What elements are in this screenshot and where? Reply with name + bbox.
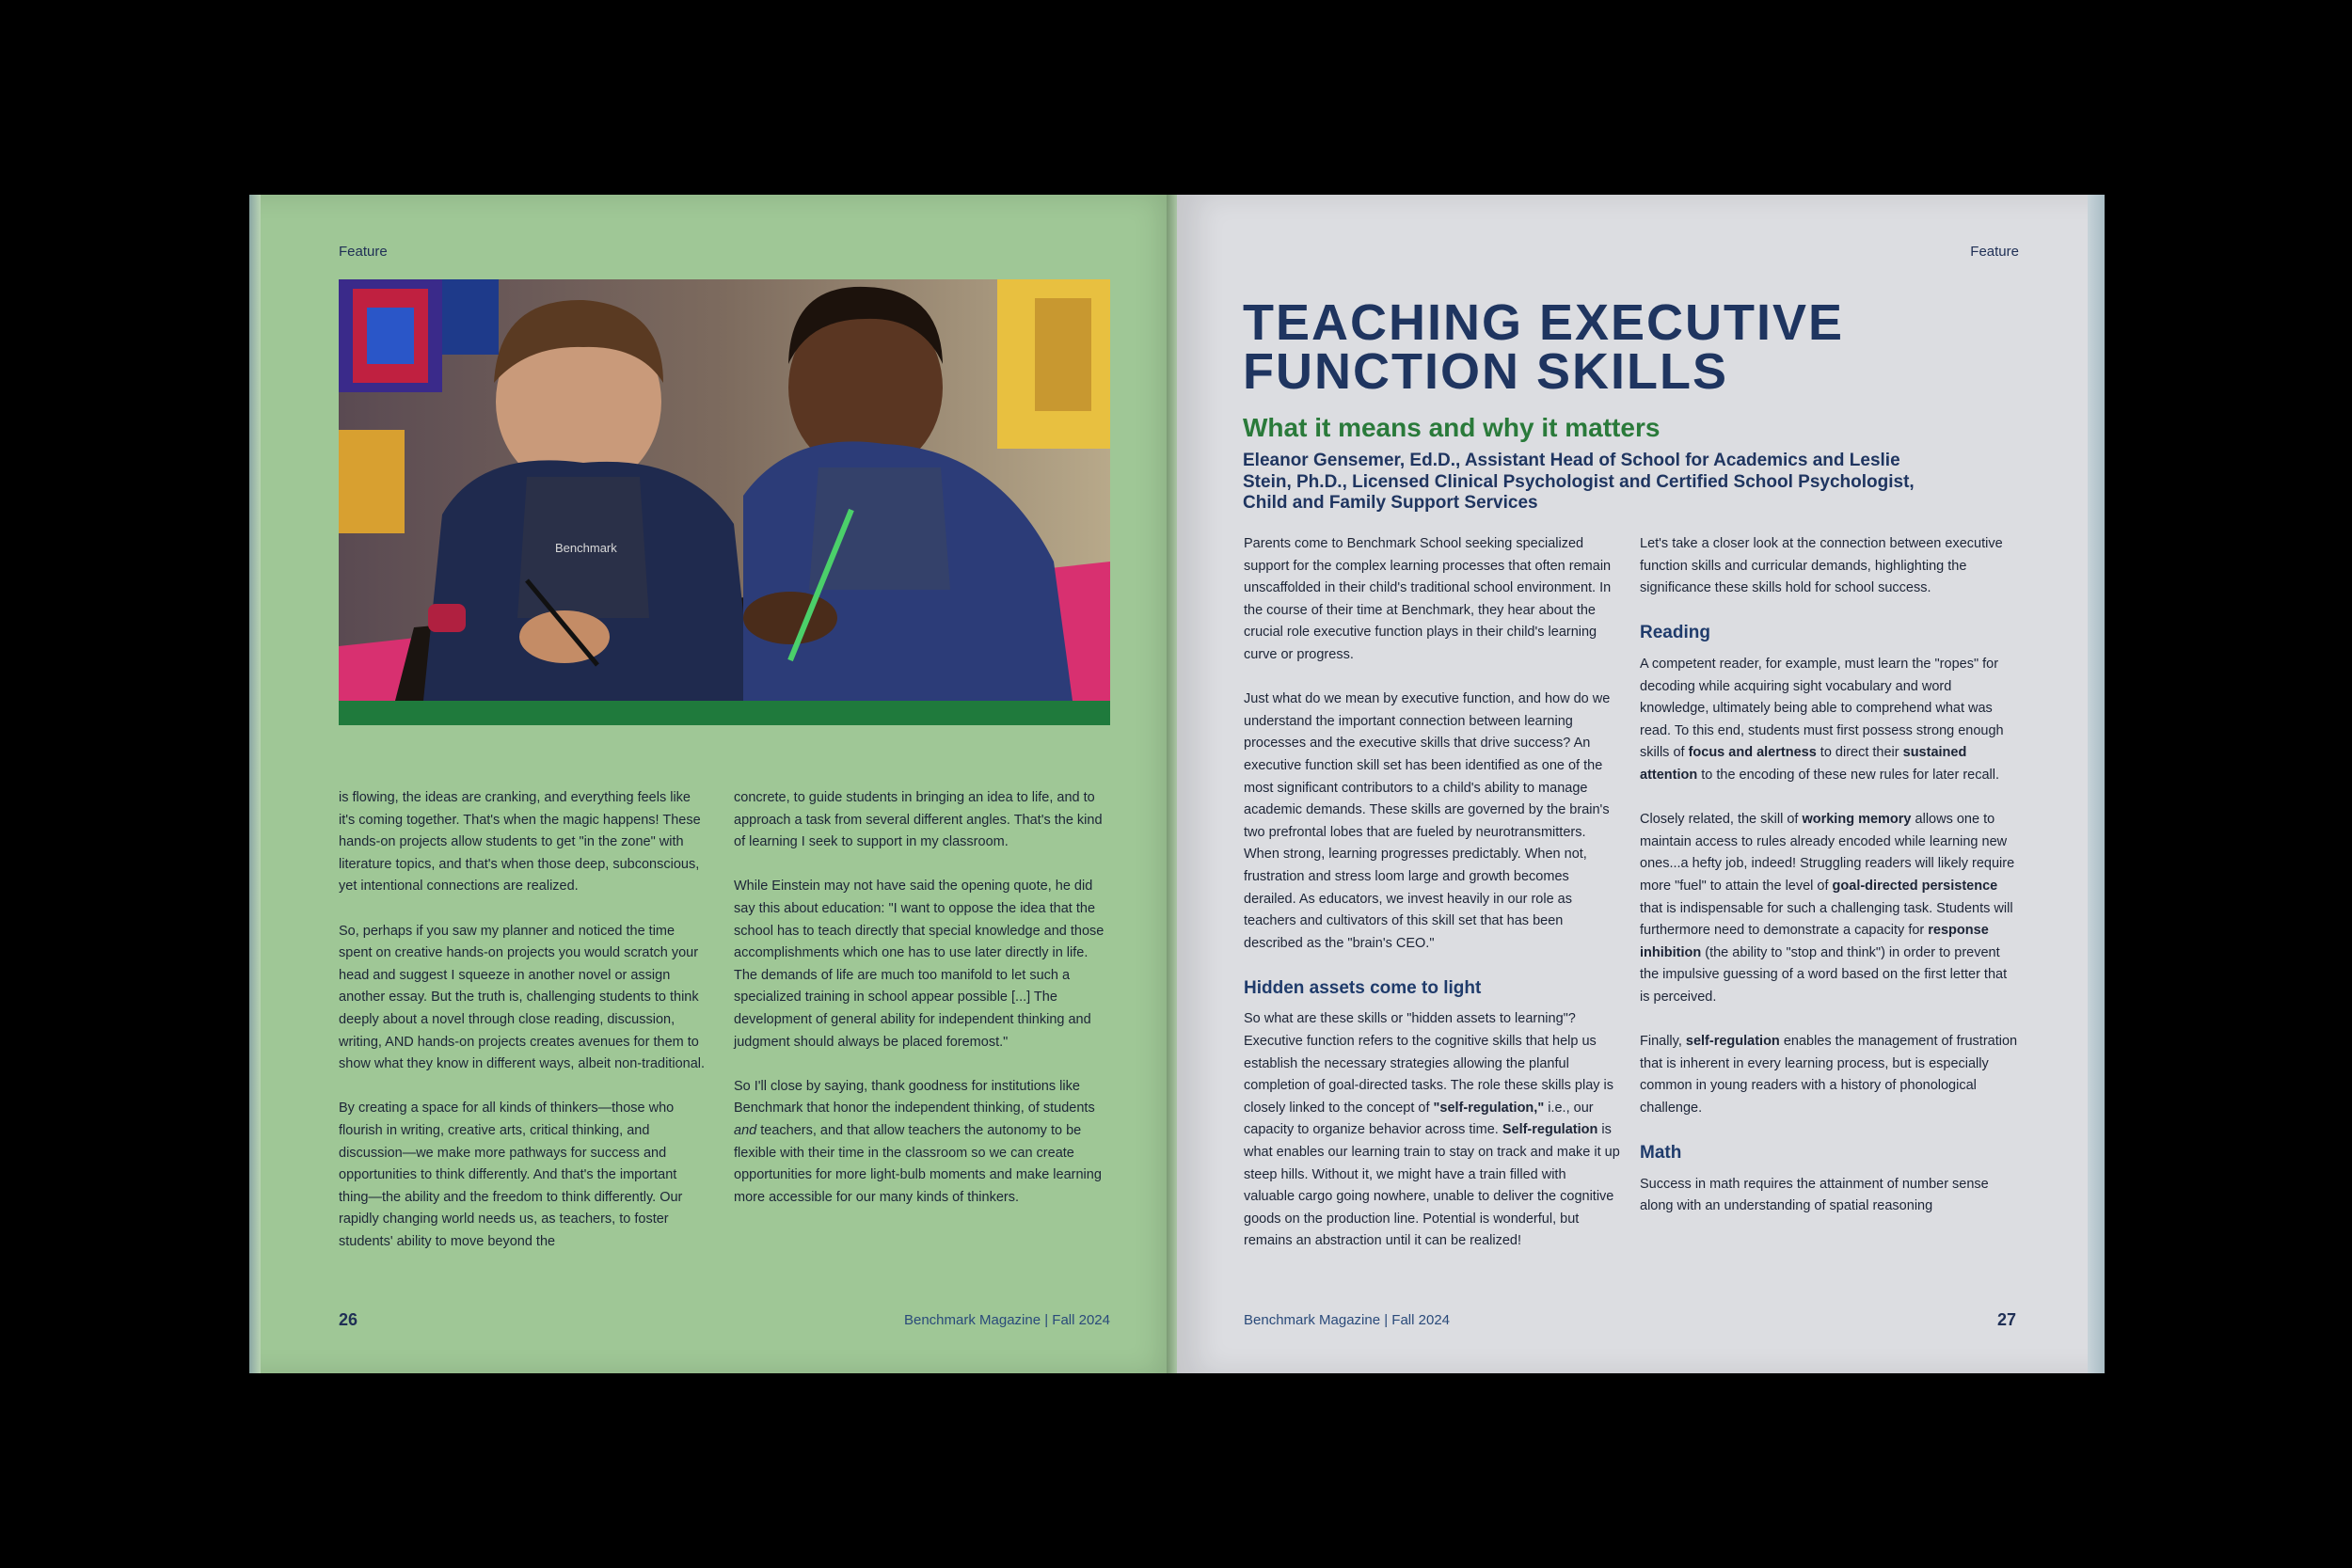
- paragraph: concrete, to guide students in bringing an idea to life, and to approach a task from several different angles. That's the kind of learning I seek to support in my classroom.: [734, 790, 1103, 850]
- paragraph: Let's take a closer look at the connection between executive function skills and curricular demands, highlighting the significance these skills hold for school success.: [1640, 536, 2003, 596]
- page-number: 27: [1997, 1310, 2017, 1329]
- paragraph: Parents come to Benchmark School seeking specialized support for the complex learning processes that often remain unscaffolded in their child's traditional school environment. In the course of their time at Benchmark, they hear about the crucial role executive function plays in their child's learning curve or progress.: [1244, 536, 1612, 662]
- magazine-spread: [249, 195, 2105, 1373]
- paragraph: So I'll close by saying, thank goodness for institutions like Benchmark that honor the independent thinking, of students and teachers, and that allow teachers the autonomy to be flexible with their time in the classroom so we can create opportunities for more light-bulb moments and make learning more accessible for our many kinds of thinkers.: [734, 1078, 1102, 1205]
- article-authors: Eleanor Gensemer, Ed.D., Assistant Head of School for Academics and Leslie Stein, Ph.D., Licensed Clinical Psychologist and Certified School Psychologist, Child and Family Support Services: [1243, 451, 1915, 513]
- left-column-1: [339, 787, 706, 1275]
- paragraph: is flowing, the ideas are cranking, and everything feels like it's coming together. That's when the magic happens! These hands-on projects allow students to get "in the zone" with literature topics, and that's when those deep, subconscious, yet intentional connections are realized.: [339, 790, 701, 895]
- paragraph: Closely related, the skill of working memory allows one to maintain access to rules already encoded while learning new ones...a hefty job, indeed! Struggling readers will likely require more "fuel" to attain the level of goal-directed persistence that is indispensable for such a challenging task. Students will furthermore need to demonstrate a capacity for response inhibition (the ability to "stop and think") in order to prevent the impulsive guessing of a word based on the first letter that is perceived.: [1640, 812, 2015, 1005]
- apron-logo-text: Benchmark: [555, 541, 617, 555]
- magazine-footer: Benchmark Magazine | Fall 2024: [903, 1312, 1110, 1328]
- article-title: TEACHING EXECUTIVE FUNCTION SKILLS: [1243, 294, 1845, 400]
- section-heading: Math: [1640, 1143, 1682, 1164]
- paragraph: Just what do we mean by executive function, and how do we understand the important connection between learning processes and the executive skills that drive success? An executive function skill set has been identified as one of the most significant contributors to a child's ability to manage academic demands. These skills are governed by the brain's two prefrontal lobes that are fueled by neurotransmitters. When strong, learning progresses predictably. When not, frustration and stress loom large and growth becomes derailed. As educators, we invest heavily in our role as teachers and cultivators of this skill set that has been described as the "brain's CEO.": [1244, 691, 1611, 951]
- magazine-footer: Benchmark Magazine | Fall 2024: [1244, 1312, 1451, 1328]
- section-label: Feature: [1970, 244, 2019, 260]
- paragraph: Success in math requires the attainment of number sense along with an understanding of spatial reasoning: [1640, 1176, 1989, 1214]
- section-heading: Hidden assets come to light: [1244, 977, 1482, 998]
- right-column-1: [1244, 533, 1620, 1275]
- left-page: [249, 195, 1177, 1373]
- students-painting-photo: [339, 279, 1110, 701]
- paragraph: Finally, self-regulation enables the management of frustration that is inherent in every learning process, but is especially common in young readers with a history of phonological challenge.: [1640, 1034, 2018, 1116]
- paragraph: A competent reader, for example, must learn the "ropes" for decoding while acquiring sight vocabulary and word knowledge, ultimately being able to comprehend what was read. To this end, students must first possess strong enough skills of focus and alertness to direct their sustained attention to the encoding of these new rules for later recall.: [1640, 656, 2004, 783]
- paragraph: So what are these skills or "hidden assets to learning"? Executive function refers to the cognitive skills that help us establish the necessary strategies allowing the planful completion of goal-directed tasks. The role these skills play is closely linked to the concept of "self-regulation," i.e., our capacity to organize behavior across time. Self-regulation is what enables our learning train to stay on track and make it up steep hills. Without it, we might have a train filled with valuable cargo going nowhere, unable to deliver the cognitive goods on the production line. Potential is wonderful, but remains an abstraction until it can be realized!: [1244, 1011, 1620, 1249]
- paragraph: By creating a space for all kinds of thinkers—those who flourish in writing, creative arts, critical thinking, and discussion—we make more pathways for success and opportunities to think differently. And that's the important thing—the ability and the freedom to think differently. Our rapidly changing world needs us, as teachers, to foster students' ability to move beyond the: [339, 1101, 683, 1249]
- paragraph: So, perhaps if you saw my planner and noticed the time spent on creative hands-on projects you would scratch your head and suggest I squeeze in another novel or assign another essay. But the truth is, challenging students to think deeply about a novel through close reading, discussion, writing, AND hands-on projects creates avenues for them to show what they know in different ways, albeit non-traditional.: [339, 923, 706, 1072]
- paragraph: While Einstein may not have said the opening quote, he did say this about education: "I want to oppose the idea that the school has to teach directly that special knowledge and those accomplishments which one has to use later directly in life. The demands of life are much too manifold to let such a specialized training in school appear possible [...] The development of general ability for independent thinking and judgment should always be placed foremost.": [734, 879, 1104, 1050]
- left-column-2: [734, 787, 1110, 1231]
- article-subtitle: What it means and why it matters: [1243, 413, 1661, 442]
- photo-illustration: [339, 279, 1110, 701]
- right-column-2: [1640, 533, 2018, 1240]
- photo-accent-bar: [339, 701, 1110, 725]
- section-label: Feature: [339, 244, 388, 260]
- section-heading: Reading: [1640, 623, 1710, 643]
- page-number: 26: [339, 1310, 358, 1329]
